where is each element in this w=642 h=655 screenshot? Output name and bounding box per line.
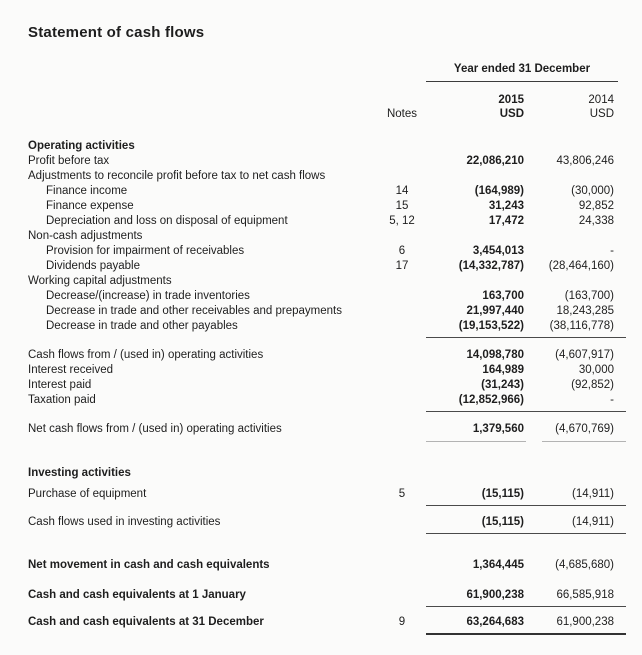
row-cash-equivalents-1-january (28, 588, 614, 603)
row-value-2014: (30,000) (571, 185, 614, 197)
row-value-2014: 24,338 (578, 215, 614, 227)
row-working-capital-heading (28, 274, 614, 289)
row-value-2014: (14,911) (572, 488, 614, 500)
row-label: Interest paid (28, 379, 92, 391)
row-value-2015: (15,115) (481, 488, 524, 500)
row-value-2015: 1,364,445 (472, 559, 524, 571)
row-note (378, 466, 426, 481)
row-label: Profit before tax (28, 155, 110, 167)
row-note (378, 363, 426, 378)
underline-2014-column (542, 441, 626, 442)
row-value-2015: 164,989 (482, 364, 524, 376)
row-note (378, 154, 426, 169)
row-cash-flows-from-operating (28, 348, 614, 363)
row-note: 6 (398, 245, 406, 257)
row-label: Decrease/(increase) in trade inventories (46, 290, 250, 302)
row-value-2015: (31,243) (481, 379, 524, 391)
row-value-2014: 43,806,246 (556, 155, 614, 167)
row-value-2014: (4,670,769) (555, 423, 614, 435)
row-value-2015: (19,153,522) (458, 320, 524, 332)
row-depreciation (28, 214, 614, 229)
row-label: Net cash flows from / (used in) operating activities (28, 423, 282, 435)
row-value-2015: 31,243 (488, 200, 524, 212)
row-label: Interest received (28, 364, 114, 376)
row-value-2015 (426, 169, 524, 184)
row-value-2014: (28,464,160) (548, 260, 614, 272)
row-interest-received (28, 363, 614, 378)
row-decrease-payables (28, 319, 614, 334)
row-note (378, 139, 426, 154)
row-label: Cash and cash equivalents at 1 January (28, 589, 246, 601)
row-label: Cash flows used in investing activities (28, 516, 221, 528)
period-header-label: Year ended 31 December (426, 62, 618, 82)
row-finance-income (28, 184, 614, 199)
row-value-2014: - (610, 245, 614, 257)
row-note: 14 (395, 185, 409, 197)
row-value-2015: 1,379,560 (472, 423, 524, 435)
page-title: Statement of cash flows (28, 24, 205, 41)
row-value-2014: 30,000 (578, 364, 614, 376)
row-value-2015: (14,332,787) (458, 260, 524, 272)
row-value-2014: (163,700) (564, 290, 614, 302)
row-label: Working capital adjustments (28, 275, 172, 287)
row-value-2014 (524, 169, 614, 184)
horizontal-rule (426, 411, 626, 412)
row-provision-impairment (28, 244, 614, 259)
row-label: Depreciation and loss on disposal of equipment (46, 215, 288, 227)
row-note (378, 422, 426, 437)
row-label: Investing activities (28, 467, 131, 479)
row-note: 15 (395, 200, 409, 212)
row-label: Decrease in trade and other payables (46, 320, 238, 332)
underline-2015-column (426, 441, 526, 442)
row-value-2015 (426, 139, 524, 154)
row-non-cash-adjustments-heading (28, 229, 614, 244)
row-value-2014: 66,585,918 (556, 589, 614, 601)
row-label: Finance expense (46, 200, 134, 212)
row-value-2015: 21,997,440 (466, 305, 524, 317)
row-value-2015 (426, 229, 524, 244)
row-value-2014: 61,900,238 (556, 616, 614, 628)
row-value-2015: 17,472 (488, 215, 524, 227)
row-value-2015 (426, 466, 524, 481)
row-profit-before-tax (28, 154, 614, 169)
row-adjustments-heading (28, 169, 614, 184)
row-value-2015: (15,115) (481, 516, 524, 528)
horizontal-rule (426, 533, 626, 534)
row-note: 9 (398, 616, 406, 628)
row-value-2014: 18,243,285 (556, 305, 614, 317)
period-header (426, 62, 618, 82)
row-label: Purchase of equipment (28, 488, 147, 500)
table-body (28, 139, 614, 635)
row-net-cash-flows-operating (28, 422, 614, 437)
row-value-2015 (426, 274, 524, 289)
row-label: Adjustments to reconcile profit before tax to net cash flows (28, 170, 326, 182)
row-dividends-payable (28, 259, 614, 274)
row-value-2015: 63,264,683 (466, 616, 524, 628)
column-underlines (426, 441, 626, 442)
row-operating-activities-header (28, 139, 614, 154)
row-label: Taxation paid (28, 394, 96, 406)
row-note: 5 (398, 488, 406, 500)
row-value-2015: 22,086,210 (466, 155, 524, 167)
row-value-2015: 14,098,780 (466, 349, 524, 361)
row-note (378, 169, 426, 184)
row-cash-flows-used-investing (28, 515, 614, 530)
row-value-2014 (524, 466, 614, 481)
row-label: Provision for impairment of receivables (46, 245, 245, 257)
horizontal-rule (426, 505, 626, 506)
row-finance-expense (28, 199, 614, 214)
row-net-movement-cash (28, 558, 614, 573)
row-label: Cash flows from / (used in) operating activities (28, 349, 264, 361)
row-value-2014: 92,852 (578, 200, 614, 212)
row-value-2014: (92,852) (571, 379, 614, 391)
row-value-2015: (164,989) (474, 185, 524, 197)
row-value-2015: (12,852,966) (458, 394, 524, 406)
row-note (378, 558, 426, 573)
row-value-2014: - (610, 394, 614, 406)
row-value-2015: 3,454,013 (472, 245, 524, 257)
row-note (378, 319, 426, 334)
horizontal-rule (426, 606, 626, 607)
row-note (378, 289, 426, 304)
row-interest-paid (28, 378, 614, 393)
year-2014-column-header: 2014 USD (588, 94, 614, 120)
row-label: Finance income (46, 185, 128, 197)
row-value-2015: 61,900,238 (466, 589, 524, 601)
closing-rule (426, 633, 626, 635)
row-note (378, 274, 426, 289)
row-label: Decrease in trade and other receivables and prepayments (46, 305, 342, 317)
cash-flow-table (28, 62, 614, 635)
year-2015-column-header: 2015 USD (498, 94, 524, 120)
label-column-header (28, 93, 378, 121)
row-decrease-inventories (28, 289, 614, 304)
row-note (378, 393, 426, 408)
row-value-2014 (524, 229, 614, 244)
row-note: 5, 12 (389, 215, 415, 227)
row-value-2014: (4,685,680) (555, 559, 614, 571)
row-value-2014 (524, 274, 614, 289)
row-note (378, 304, 426, 319)
row-label: Dividends payable (46, 260, 140, 272)
row-note (378, 348, 426, 363)
row-value-2014: (14,911) (572, 516, 614, 528)
row-cash-equivalents-31-december (28, 615, 614, 630)
row-value-2014 (524, 139, 614, 154)
row-value-2014: (4,607,917) (555, 349, 614, 361)
row-value-2015: 163,700 (482, 290, 524, 302)
row-label: Non-cash adjustments (28, 230, 143, 242)
row-value-2014: (38,116,778) (549, 320, 614, 332)
column-headers (28, 93, 614, 121)
horizontal-rule (426, 337, 626, 338)
row-note (378, 588, 426, 603)
notes-column-header: Notes (386, 108, 418, 120)
row-purchase-of-equipment (28, 487, 614, 502)
row-label: Cash and cash equivalents at 31 December (28, 616, 264, 628)
row-label: Net movement in cash and cash equivalents (28, 559, 270, 571)
row-note: 17 (395, 260, 409, 272)
row-label: Operating activities (28, 140, 135, 152)
row-investing-activities-header (28, 466, 614, 481)
row-decrease-receivables (28, 304, 614, 319)
row-note (378, 378, 426, 393)
row-note (378, 229, 426, 244)
row-taxation-paid (28, 393, 614, 408)
row-note (378, 515, 426, 530)
